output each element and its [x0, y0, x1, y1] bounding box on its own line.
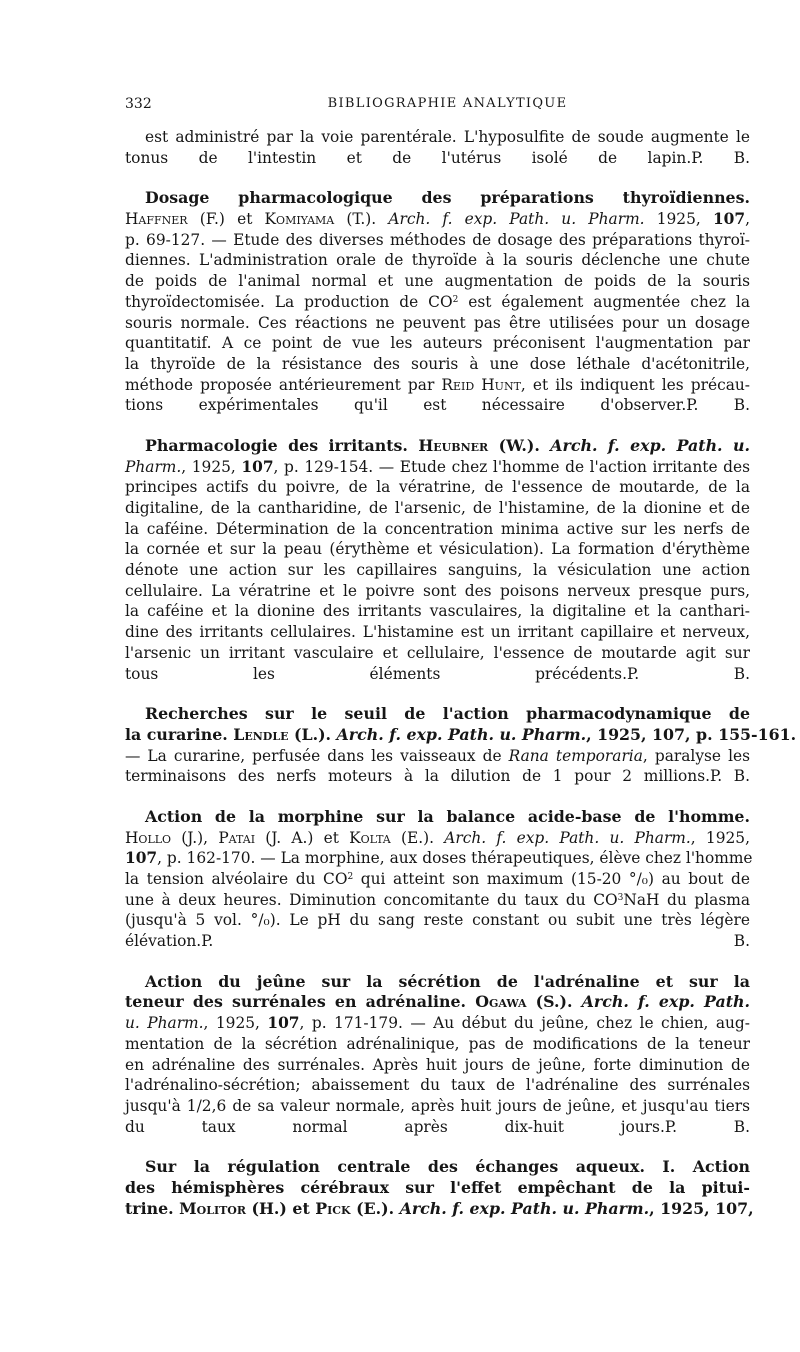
text-line [125, 890, 750, 911]
text-span: tions expérimentales qu'il est nécessaire d'observer. [125, 396, 687, 415]
text-line [125, 498, 750, 519]
text-line [125, 828, 750, 849]
author-name: Pick [315, 1198, 351, 1218]
entry-title: trine. [125, 1198, 174, 1218]
text-line [125, 910, 750, 931]
journal-reference: Arch. f. exp. Path. u. Pharm. [399, 1198, 650, 1218]
volume-number: 107 [652, 724, 686, 744]
volume-number: 107 [125, 849, 158, 868]
text-span: du taux normal après dix-huit jours. [125, 1117, 665, 1136]
entry-gap [125, 952, 750, 972]
text-span: jusqu'à 1/2,6 de sa valeur normale, après huit jours de jeûne, et jusqu'au tiers [125, 1096, 750, 1115]
text-span: p. 69-127. — Etude des diverses méthodes de dosage des préparations thyroï- [125, 230, 750, 249]
entry-gap [125, 684, 750, 704]
text-span: en adrénaline des surrénales. Après huit jours de jeûne, forte diminution de [125, 1055, 750, 1074]
superscript: 3 [617, 892, 624, 903]
text-span: la thyroïde de la résistance des souris à une dose léthale d'acétonitrile, [125, 354, 750, 373]
journal-reference: Rana temporaria [508, 746, 643, 765]
entry-gap [125, 416, 750, 436]
volume-number: 107 [267, 1014, 300, 1033]
text-span: — La curarine, perfusée dans les vaisseaux de [125, 746, 509, 765]
text-line [125, 601, 750, 622]
text-line [125, 1055, 750, 1076]
page-header [125, 96, 750, 120]
journal-reference: Arch. f. exp. Path. [581, 992, 751, 1012]
entry-title: Pharmacologie des irritants. [145, 435, 408, 455]
text-span [408, 436, 418, 455]
text-line [125, 230, 750, 251]
text-span: , paralyse les [642, 746, 751, 765]
text-span: (L.). [288, 724, 337, 744]
text-line [125, 724, 797, 746]
text-line [125, 1075, 750, 1096]
signature: P. B. [626, 664, 750, 683]
author-name: Heubner [418, 435, 489, 455]
journal-reference: u. Pharm. [125, 1014, 204, 1033]
text-span: (S.). [526, 992, 582, 1012]
text-span: de poids de l'animal normal et une augmentation de poids de la souris [125, 272, 750, 291]
text-line [125, 271, 750, 292]
text-span: méthode proposée antérieurement par [125, 375, 442, 394]
text-line [125, 746, 750, 767]
author-name: Hollo [125, 828, 172, 847]
author-name: Lendle [233, 724, 289, 744]
text-line [125, 704, 750, 725]
text-line [125, 1117, 750, 1138]
text-span: est également augmentée chez la [458, 292, 751, 311]
text-span: souris normale. Ces réactions ne peuvent pas être utilisées pour un dosage [125, 313, 750, 332]
author-name: Haffner [125, 210, 188, 229]
signature: P. B. [710, 767, 750, 786]
text-span: , p. 155-161. [685, 724, 797, 744]
journal-reference: Arch. f. exp. Path. u. [550, 435, 750, 455]
text-span: élévation. [125, 932, 202, 951]
text-span: tous les éléments précédents. [125, 664, 627, 683]
text-span: , p. 129-154. — Etude chez l'homme de l'action irritante des [273, 457, 750, 476]
text-span: , 1925, [203, 1014, 268, 1033]
journal-reference: Arch. f. exp. Path. u. Pharm. [388, 210, 645, 229]
text-line [125, 869, 750, 890]
text-line [125, 664, 750, 685]
text-line [125, 292, 750, 313]
text-line [125, 992, 750, 1013]
signature: P. B. [664, 1117, 750, 1136]
text-line [125, 931, 750, 952]
signature: P. B. [686, 396, 750, 415]
text-span [466, 992, 475, 1011]
text-line [125, 1013, 750, 1034]
text-line [125, 519, 750, 540]
superscript: 2 [347, 872, 354, 882]
text-span: NaH du plasma [623, 890, 750, 909]
text-line [125, 395, 750, 416]
text-line [125, 188, 750, 209]
text-line [125, 457, 750, 478]
page-number: 332 [125, 96, 152, 112]
author-name: Kolta [349, 828, 391, 847]
journal-reference: Arch. f. exp. Path. u. Pharm. [444, 828, 691, 847]
running-title: BIBLIOGRAPHIE ANALYTIQUE [327, 96, 568, 111]
journal-reference: Pharm. [125, 457, 182, 476]
text-span: l'arsenic un irritant vasculaire et cellulaire, l'essence de moutarde agit sur [125, 643, 750, 662]
text-line [125, 250, 750, 271]
text-span: est administré par la voie parentérale. L'hyposulfite de soude augmente le [145, 128, 750, 146]
author-name: Molitor [179, 1198, 247, 1218]
text-span: , et ils indiquent les précau- [520, 375, 750, 394]
text-line [125, 581, 750, 602]
text-line [125, 1034, 750, 1055]
text-span: la tension alvéolaire du CO [125, 870, 348, 888]
text-span: (J. A.) et [255, 828, 350, 847]
text-line [125, 807, 750, 828]
text-span: 1925, [644, 210, 713, 229]
text-span: , 1925, [690, 828, 750, 847]
entry-title: Action de la morphine sur la balance acide-base de l'homme. [145, 806, 750, 826]
text-span: , p. 162-170. — La morphine, aux doses thérapeutiques, élève chez l'homme [157, 849, 753, 868]
entry-title: teneur des surrénales en adrénaline. [125, 992, 467, 1012]
text-span: diennes. L'administration orale de thyroïde à la souris déclenche une chute [125, 251, 750, 270]
text-line [125, 848, 753, 869]
text-span: , 1925, [649, 1198, 716, 1218]
text-line [125, 333, 750, 354]
volume-number: 107 [715, 1198, 749, 1218]
text-span: , p. 171-179. — Au début du jeûne, chez le chien, aug- [299, 1014, 750, 1033]
text-line [125, 1198, 754, 1220]
entry-gap [125, 1137, 750, 1157]
text-line [125, 375, 750, 396]
text-line [125, 1157, 750, 1178]
text-span: (E.). [390, 828, 445, 847]
text-span: cellulaire. La vératrine et le poivre sont des poisons nerveux presque purs, [125, 581, 750, 600]
entry-title: Action du jeûne sur la sécrétion de l'adrénaline et sur la [145, 971, 750, 991]
text-span: (H.) et [246, 1198, 316, 1218]
text-line [125, 622, 750, 643]
text-span: digitaline, de la cantharidine, de l'arsenic, de l'histamine, de la dionine et de [125, 499, 750, 517]
text-span: une à deux heures. Diminution concomitante du taux du CO [125, 890, 618, 909]
text-line [125, 354, 750, 375]
text-span: (J.), [171, 828, 219, 847]
entry-title: Recherches sur le seuil de l'action pharmacodynamique de [145, 704, 750, 724]
text-line [125, 477, 750, 498]
text-span: quantitatif. A ce point de vue les auteurs préconisent l'augmentation par [125, 334, 750, 353]
text-span: , [748, 1198, 754, 1218]
signature: P. B. [691, 148, 750, 167]
author-name: Patai [218, 828, 256, 847]
entry-gap [125, 168, 750, 188]
text-line [125, 972, 750, 993]
volume-number: 107 [712, 210, 746, 229]
text-span: (T.). [334, 210, 389, 229]
text-span: (F.) et [187, 210, 265, 229]
text-line [125, 313, 750, 334]
text-span: terminaisons des nerfs moteurs à la dilution de 1 pour 2 millions. [125, 767, 710, 786]
text-line [125, 539, 750, 560]
text-span: , 1925, [586, 724, 653, 744]
text-line [125, 643, 750, 664]
text-span: la cornée et sur la peau (érythème et vésiculation). La formation d'érythème [125, 540, 750, 559]
text-line [125, 1178, 750, 1199]
text-line [125, 766, 750, 787]
author-name: Reid Hunt [441, 375, 521, 394]
text-span: la caféine et la dionine des irritants vasculaires, la digitaline et la canthari- [125, 602, 750, 621]
text-span: dine des irritants cellulaires. L'histamine est un irritant capillaire et nerveux, [125, 623, 750, 642]
text-line [125, 148, 750, 169]
text-span: qui atteint son maximum (15-20 °/₀) au bout de [353, 870, 750, 888]
text-span: , [745, 210, 750, 229]
text-span: principes actifs du poivre, de la vératrine, de l'essence de moutarde, de la [125, 478, 750, 497]
text-span: (W.). [488, 435, 551, 455]
journal-reference: Arch. f. exp. Path. u. Pharm. [336, 724, 587, 744]
signature: P. B. [201, 932, 750, 951]
text-span: tonus de l'intestin et de l'utérus isolé de lapin. [125, 148, 692, 167]
entry-title: Dosage pharmacologique des préparations thyroïdiennes. [145, 188, 750, 208]
entry-title: la curarine. [125, 724, 228, 744]
author-name: Ogawa [475, 992, 527, 1012]
entry-gap [125, 787, 750, 807]
text-line [125, 1096, 750, 1117]
text-span: dénote une action sur les capillaires sanguins, la vésiculation une action [125, 561, 750, 580]
text-span: l'adrénalino-sécrétion; abaissement du taux de l'adrénaline des surrénales [125, 1076, 750, 1095]
entry-title: des hémisphères cérébraux sur l'effet empêchant de la pitui- [125, 1177, 750, 1197]
text-span: la caféine. Détermination de la concentration minima active sur les nerfs de [125, 519, 750, 538]
text-span: (E.). [350, 1198, 400, 1218]
superscript: 2 [452, 294, 459, 305]
text-line [125, 560, 750, 581]
entry-title: Sur la régulation centrale des échanges aqueux. I. Action [145, 1157, 750, 1177]
text-span: thyroïdectomisée. La production de CO [125, 292, 453, 311]
text-span: mentation de la sécrétion adrénalinique, pas de modifications de la teneur [125, 1034, 750, 1053]
text-span: (jusqu'à 5 vol. °/₀). Le pH du sang reste constant ou subit une très légère [125, 911, 750, 930]
author-name: Komiyama [264, 210, 335, 229]
text-line [125, 127, 750, 148]
text-span: , 1925, [181, 457, 242, 476]
body-text [125, 127, 797, 1219]
volume-number: 107 [241, 457, 274, 476]
text-line [125, 436, 750, 457]
text-line [125, 209, 750, 230]
